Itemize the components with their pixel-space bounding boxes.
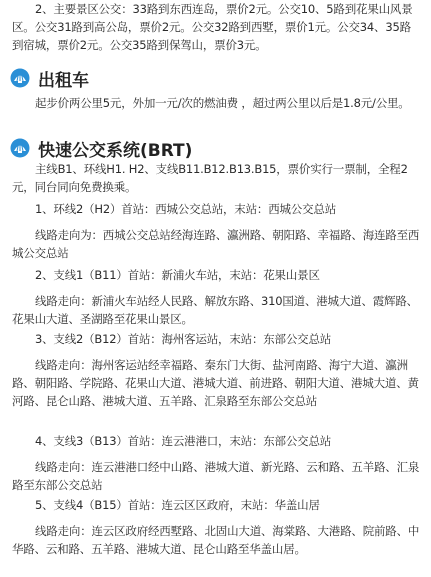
route-heading: 1、环线2（H2）首站：西城公交总站，末站：西城公交总站 bbox=[35, 202, 336, 216]
route-path: 线路走向：连云区政府经西墅路、北固山大道、海棠路、大港路、院前路、中华路、云和路、五羊路、港城大道、昆仑山路至华盖山居。 bbox=[12, 524, 420, 556]
route-path: 线路走向：连云港港口经中山路、港城大道、新光路、云和路、五羊路、汇泉路至东部公交总站 bbox=[12, 460, 420, 492]
route-path: 线路走向：海州客运站经幸福路、秦东门大街、盐河南路、海宁大道、瀛洲路、朝阳路、学院路、花果山大道、港城大道、前进路、朝阳大道、港城大道、黄河路、昆仑山路、港城大道、五羊路、汇泉路至东部公交总站 bbox=[12, 358, 419, 408]
section-heading-brt bbox=[10, 136, 192, 160]
seashell-icon bbox=[10, 68, 30, 88]
route-heading: 4、支线3（B13）首站：连云港港口，末站：东部公交总站 bbox=[35, 434, 332, 448]
intro-paragraph: 2、主要景区公交：33路到东西连岛，票价2元。公交10、5路到花果山风景区。公交31路到高公岛，票价2元。公交32路到西墅，票价1元。公交34、35路到宿城，票价2元。公交35路到保驾山，票价3元。 bbox=[12, 2, 413, 52]
route-path: 线路走向：新浦火车站经人民路、解放东路、310国道、港城大道、霞辉路、花果山大道、圣湖路至花果山景区。 bbox=[12, 294, 418, 326]
route-heading: 5、支线4（B15）首站：连云区区政府，末站：华盖山居 bbox=[35, 498, 320, 512]
section-heading-taxi bbox=[10, 66, 89, 90]
section-title: 快速公交系统(BRT) bbox=[38, 140, 193, 161]
taxi-paragraph: 起步价两公里5元，外加一元/次的燃油费 ，超过两公里以后是1.8元/公里。 bbox=[35, 96, 410, 110]
section-title: 出租车 bbox=[38, 70, 89, 91]
brt-summary: 主线B1、环线H1. H2、支线B11.B12.B13.B15，票价实行一票制，全程2元，同台同向免费换乘。 bbox=[12, 162, 408, 194]
route-path: 线路走向为：西城公交总站经海连路、瀛洲路、朝阳路、幸福路、海连路至西城公交总站 bbox=[12, 228, 420, 260]
seashell-icon bbox=[10, 138, 30, 158]
route-heading: 3、支线2（B12）首站：海州客运站，末站：东部公交总站 bbox=[35, 332, 332, 346]
route-heading: 2、支线1（B11）首站：新浦火车站，末站：花果山景区 bbox=[35, 268, 320, 282]
